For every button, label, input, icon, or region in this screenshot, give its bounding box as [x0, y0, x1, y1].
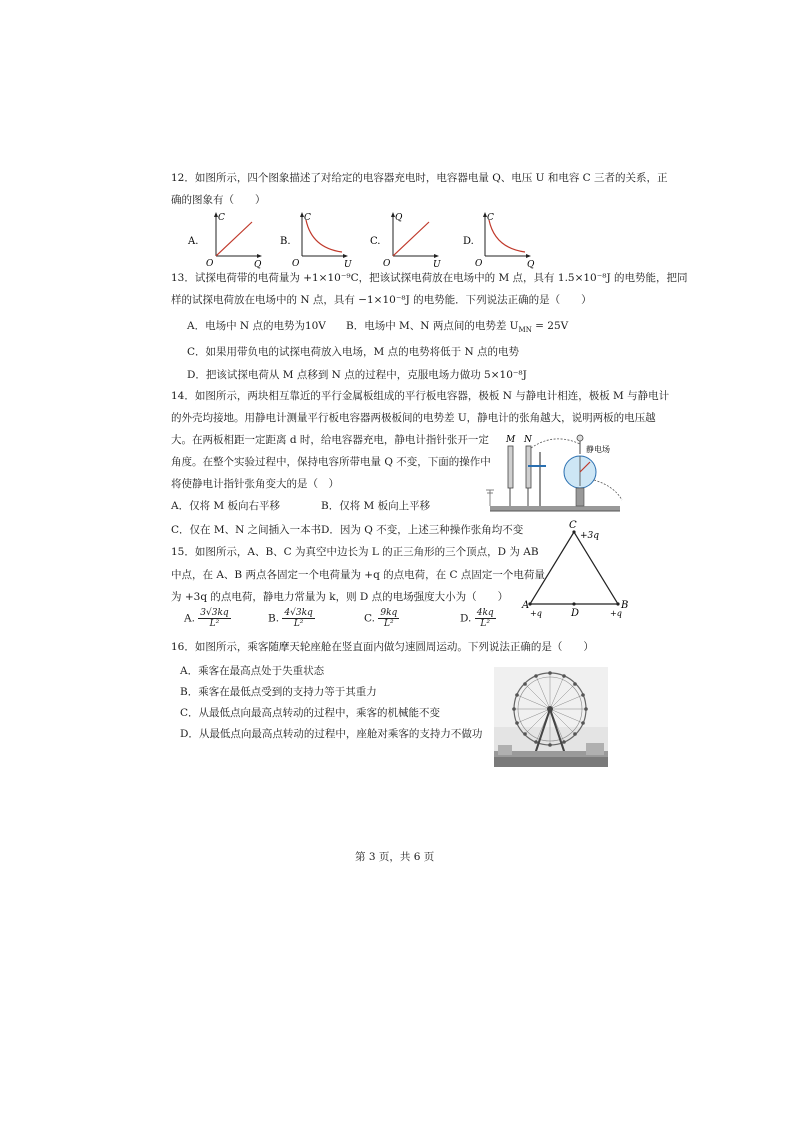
q12-graph-b	[280, 212, 352, 270]
ferris-wheel-image	[494, 667, 608, 767]
q15-option-d-num: 4kq	[476, 608, 494, 618]
q15-option-a-num: 3√3kq	[200, 608, 229, 618]
q15-option-b-label: B.	[268, 612, 280, 625]
q15-option-b-num: 4√3kq	[284, 608, 313, 618]
q14-option-d: D．因为 Q 不变，上述三种操作张角均不变	[321, 524, 524, 536]
q15-option-a-frac	[198, 608, 230, 629]
q12-graphs	[180, 208, 560, 270]
q15-figure-a-charge: +q	[530, 609, 542, 618]
q15-stem-line2: 中点，在 A、B 两点各固定一个电荷量为 +q 的点电荷，在 C 点固定一个电荷量	[171, 569, 545, 581]
q15-option-c-frac	[378, 608, 399, 629]
q13-option-d: D．把该试探电荷从 M 点移到 N 点的过程中，克服电场力做功 5×10⁻⁸J	[187, 369, 527, 381]
q15-option-b	[268, 608, 315, 629]
q15-option-d-den: L²	[480, 619, 490, 629]
q15-option-c	[364, 608, 399, 629]
q13-option-a: A．电场中 N 点的电势为10V	[187, 320, 326, 332]
q16-stem-line1: 16．如图所示，乘客随摩天轮座舱在竖直面内做匀速圆周运动。下列说法正确的是（ ）	[171, 641, 594, 653]
q15-figure-c-charge: +3q	[580, 531, 600, 541]
q12-graph-a-xaxis: Q	[254, 260, 262, 270]
q15-option-d-label: D.	[460, 612, 472, 625]
q12-stem-line1: 12．如图所示，四个图象描述了对给定的电容器充电时，电容器电量 Q、电压 U 和电容 C 三者的关系，正	[171, 172, 668, 184]
q16-option-d: D．从最低点向最高点转动的过程中，座舱对乘客的支持力不做功	[180, 728, 483, 740]
q15-figure-b-charge: +q	[610, 609, 622, 618]
q14-figure-meter-label: 静电场	[586, 445, 610, 454]
q14-figure-n-label: N	[524, 435, 532, 445]
q16-option-c: C．从最低点向最高点转动的过程中，乘客的机械能不变	[180, 707, 441, 719]
q15-option-d-frac	[475, 608, 496, 629]
q14-figure-m-label: M	[506, 435, 516, 445]
q15-triangle-figure	[518, 520, 630, 620]
q13-option-b-sub: MN	[518, 326, 532, 335]
q14-stem-line5: 将使静电计指针张角变大的是（ ）	[171, 478, 339, 490]
q14-stem-line3: 大。在两板相距一定距离 d 时，给电容器充电，静电计指针张开一定	[171, 434, 489, 446]
q12-graph-d-origin: O	[475, 259, 483, 269]
q15-figure-d-label: D	[571, 608, 580, 619]
q12-graph-a-origin: O	[206, 259, 214, 269]
q12-graph-b-origin: O	[292, 259, 300, 269]
q15-option-a	[184, 608, 231, 629]
q13-stem-line2: 样的试探电荷放在电场中的 N 点，具有 −1×10⁻⁸J 的电势能．下列说法正确的是（ ）	[171, 294, 592, 306]
q14-stem-line1: 14．如图所示，两块相互靠近的平行金属板组成的平行板电容器，极板 N 与静电计相连，极板 M 与静电计	[171, 390, 670, 402]
q15-option-d	[460, 608, 496, 629]
q15-option-c-den: L²	[384, 619, 394, 629]
q15-option-a-label: A.	[184, 612, 195, 625]
q12-graph-a	[187, 212, 262, 270]
q13-option-c: C．如果用带负电的试探电荷放入电场，M 点的电势将低于 N 点的电势	[187, 346, 519, 358]
q15-option-c-num: 9kq	[380, 608, 398, 618]
q12-graph-c-label: C.	[370, 236, 381, 247]
q14-figure	[484, 430, 628, 516]
q12-graph-b-label: B.	[280, 236, 291, 247]
q12-graph-d-xaxis: Q	[527, 260, 535, 270]
q13-stem-line1: 13．试探电荷带的电荷量为 +1×10⁻⁹C，把该试探电荷放在电场中的 M 点，具有 1.5×10⁻⁸J 的电势能，把同	[171, 272, 688, 284]
q12-graph-c	[370, 212, 441, 270]
q13-option-b-text: B．电场中 M、N 两点间的电势差 U	[346, 320, 519, 332]
q14-option-c: C．仅在 M、N 之间插入一本书	[171, 524, 322, 536]
q15-stem-line3: 为 +3q 的点电荷，静电力常量为 k，则 D 点的电场强度大小为（ ）	[171, 591, 509, 603]
q12-graph-a-yaxis: C	[218, 213, 225, 223]
q12-graph-d-label: D.	[463, 236, 474, 247]
q14-stem-line2: 的外壳均接地。用静电计测量平行板电容器两极板间的电势差 U，静电计的张角越大，说明两板的电压越	[171, 412, 656, 424]
q15-figure-b-label: B	[621, 600, 629, 611]
q15-figure-c-label: C	[569, 520, 577, 531]
q16-option-a: A．乘客在最高点处于失重状态	[180, 665, 325, 677]
q14-stem-line4: 角度。在整个实验过程中，保持电容所带电量 Q 不变，下面的操作中	[171, 456, 491, 468]
q12-graph-d	[463, 212, 535, 270]
q14-option-a: A．仅将 M 板向右平移	[171, 500, 281, 512]
q15-option-a-den: L²	[209, 619, 220, 629]
q13-option-b-tail: = 25V	[531, 320, 569, 332]
q15-option-c-label: C.	[364, 612, 375, 625]
q15-option-b-frac	[282, 608, 314, 629]
page-footer: 第 3 页，共 6 页	[355, 851, 435, 863]
q12-graph-c-xaxis: U	[433, 260, 441, 270]
q12-stem-line2: 确的图象有（ ）	[171, 194, 266, 206]
q15-option-b-den: L²	[293, 619, 304, 629]
q12-graph-c-yaxis: Q	[395, 213, 403, 223]
q12-graph-b-yaxis: C	[304, 213, 311, 223]
q12-graph-a-label: A.	[188, 236, 199, 247]
q15-stem-line1: 15．如图所示，A、B、C 为真空中边长为 L 的正三角形的三个顶点，D 为 AB	[171, 546, 539, 558]
q14-option-b: B．仅将 M 板向上平移	[321, 500, 431, 512]
q16-option-b: B．乘客在最低点受到的支持力等于其重力	[180, 686, 377, 698]
q12-graph-d-yaxis: C	[487, 213, 494, 223]
q12-graph-c-origin: O	[383, 259, 391, 269]
q13-option-b	[346, 319, 568, 337]
q15-figure-a-label: A	[522, 600, 530, 611]
q12-graph-b-xaxis: U	[344, 260, 352, 270]
